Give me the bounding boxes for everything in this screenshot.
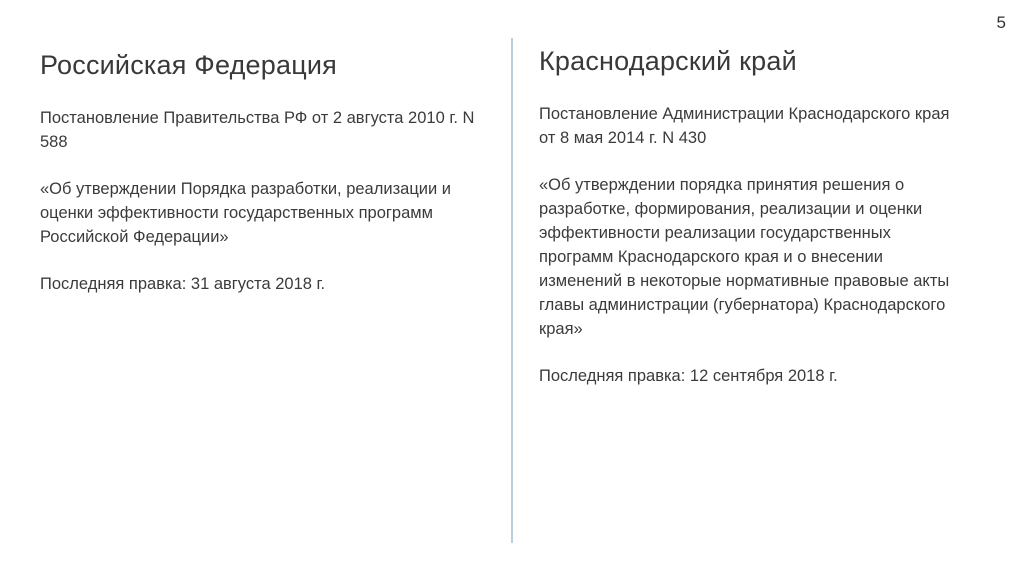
column-divider xyxy=(511,38,513,543)
column-body xyxy=(539,102,951,388)
column-title-krasnodar-krai: Краснодарский край xyxy=(539,46,797,76)
column-russian-federation xyxy=(40,48,492,296)
paragraph-rf-decree: Постановление Правительства РФ от 2 августа 2010 г. N 588 xyxy=(40,109,475,151)
page-number: 5 xyxy=(996,13,1006,32)
column-body xyxy=(40,106,492,296)
paragraph-rf-last-edit: Последняя правка: 31 августа 2018 г. xyxy=(40,275,326,293)
paragraph-krai-decree-title: «Об утверждении порядка принятия решения о разработке, формирования, реализации и оценки эффективности реализации государственных программ Краснодарского края и о внесении изменений в некоторые нормативные правовые акты главы администрации (губернатора) Краснодарского края» xyxy=(539,176,950,338)
paragraph-krai-last-edit: Последняя правка: 12 сентября 2018 г. xyxy=(539,367,838,385)
column-krasnodar-krai xyxy=(539,44,951,388)
paragraph-rf-decree-title: «Об утверждении Порядка разработки, реализации и оценки эффективности государственных программ Российской Федерации» xyxy=(40,180,452,246)
paragraph-krai-decree: Постановление Администрации Краснодарского края от 8 мая 2014 г. N 430 xyxy=(539,105,950,147)
column-title-russian-federation: Российская Федерация xyxy=(40,50,337,80)
